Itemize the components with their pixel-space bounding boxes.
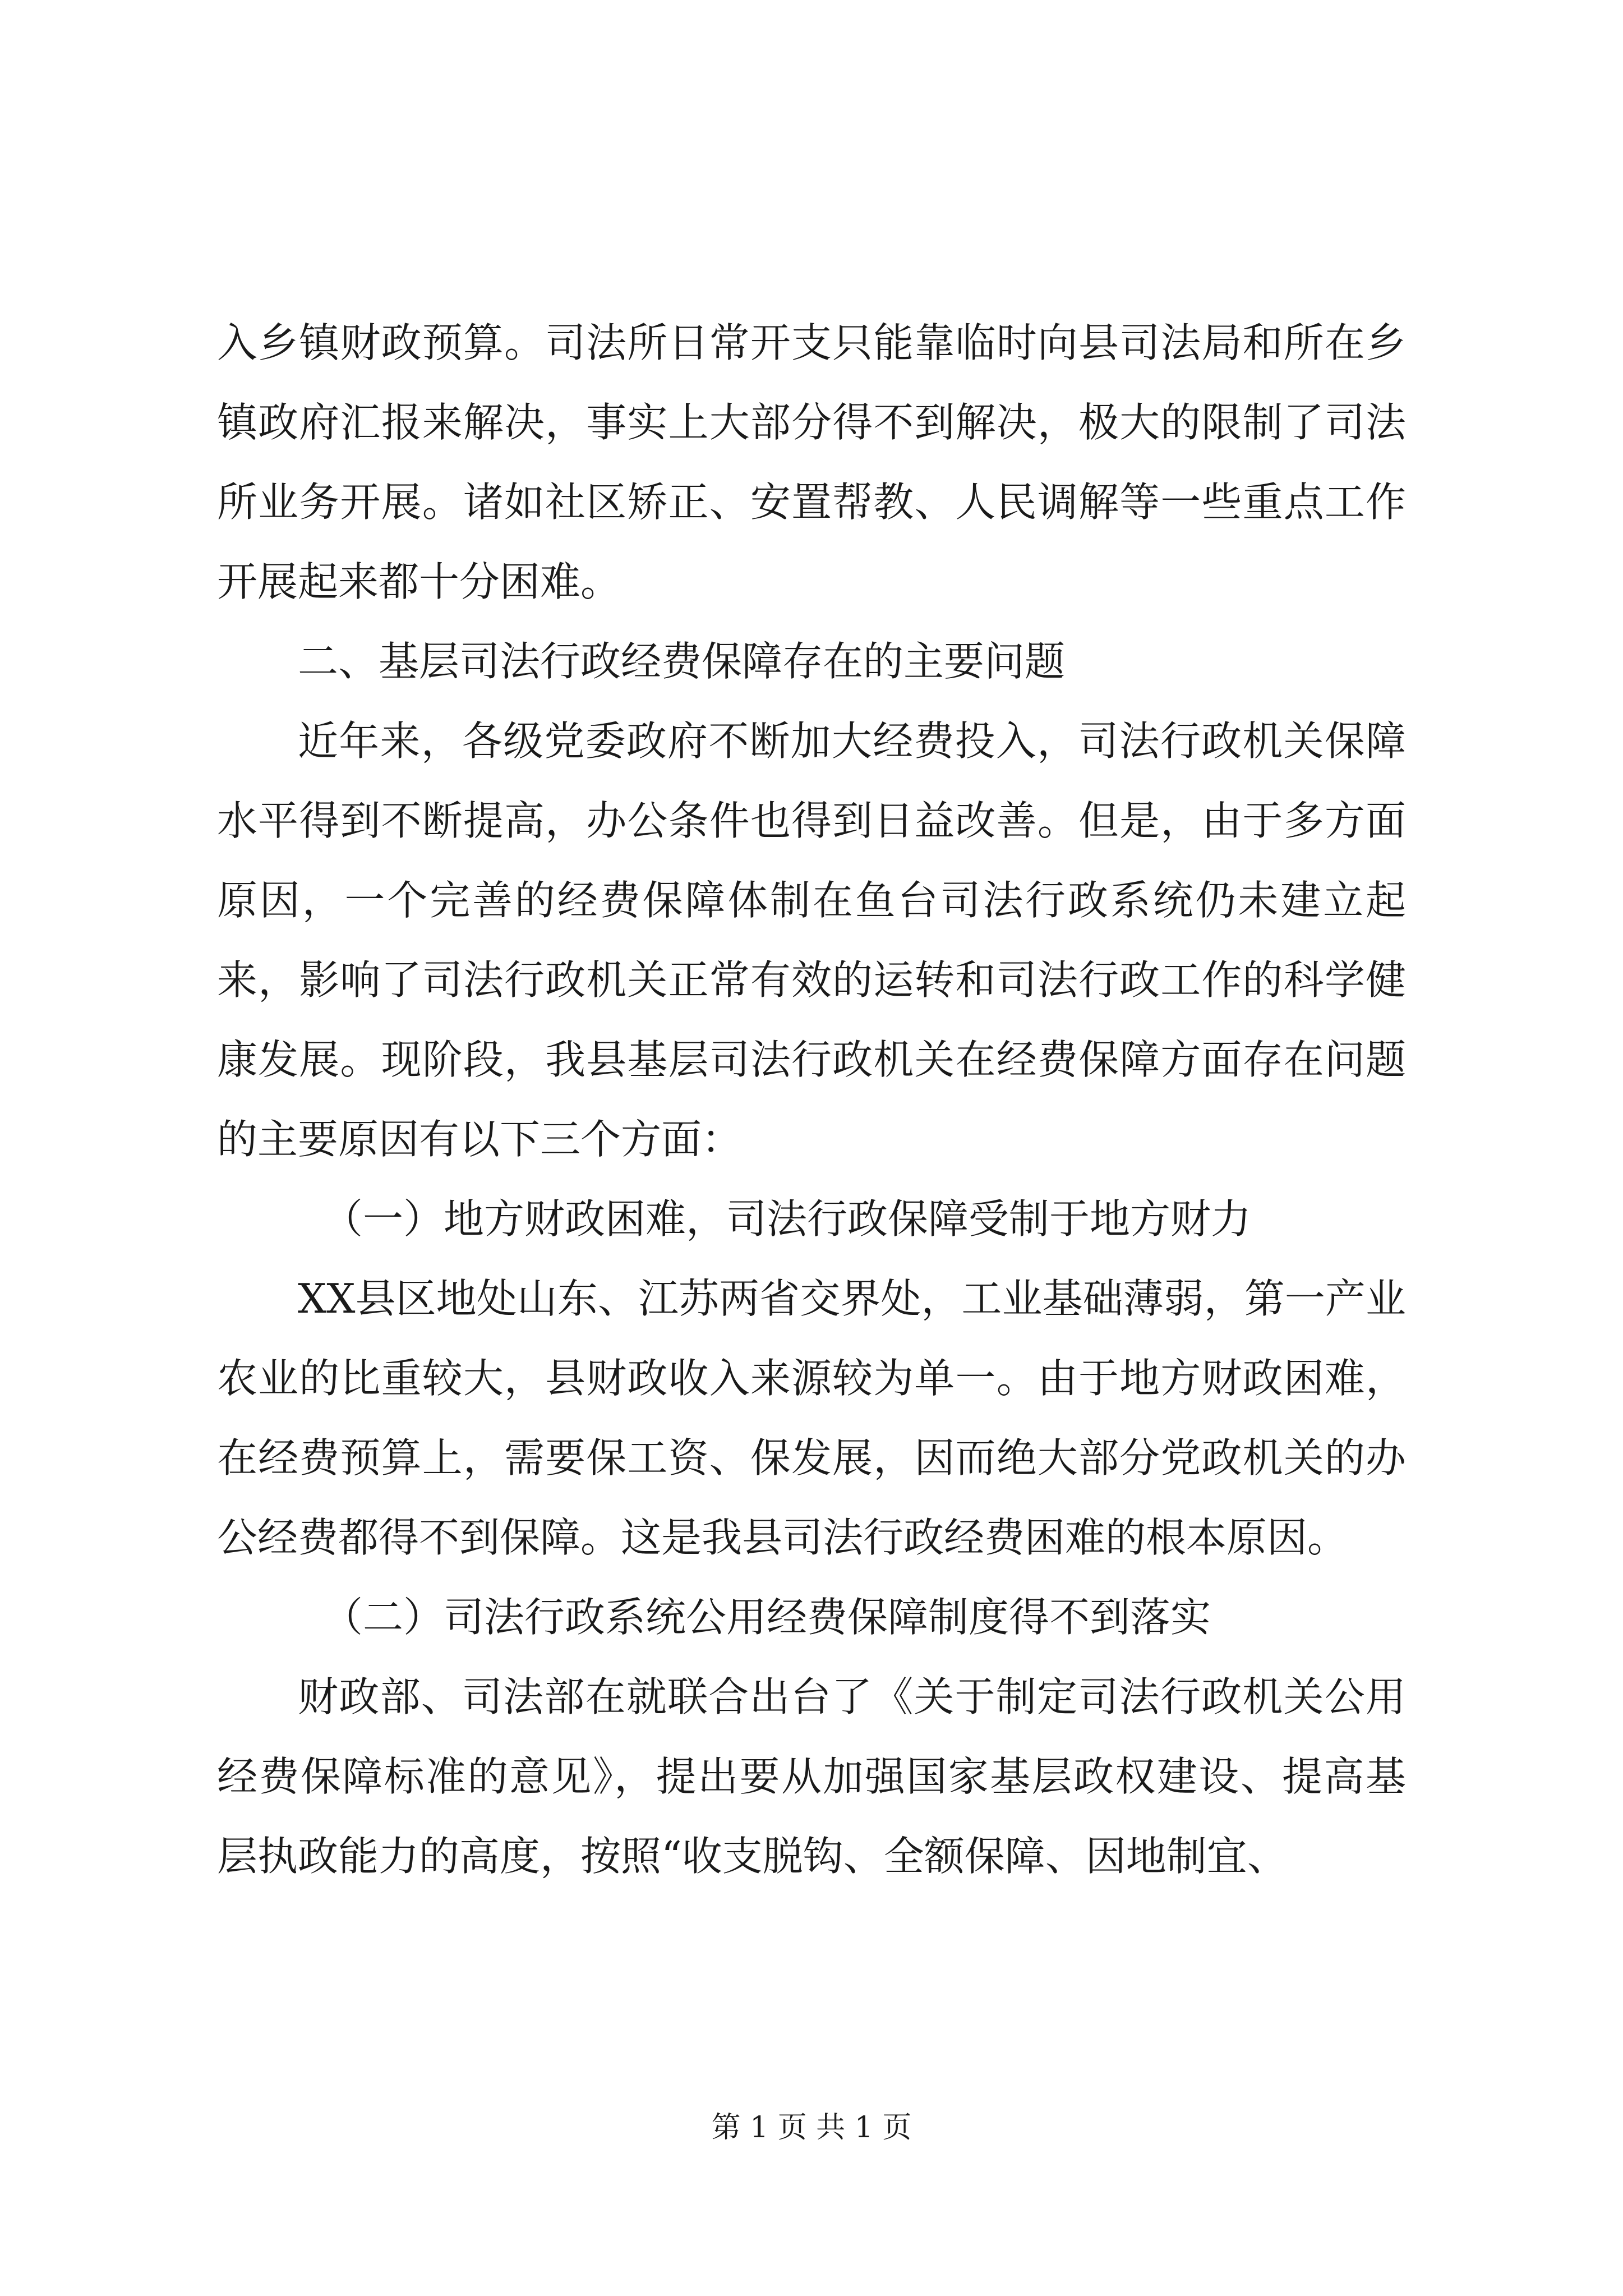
document-body bbox=[217, 303, 1406, 1896]
paragraph-body: XX县区地处山东、江苏两省交界处，工业基础薄弱，第一产业农业的比重较大，县财政收入来源较为单一。由于地方财政困难，在经费预算上，需要保工资、保发展，因而绝大部分党政机关的办公经费都得不到保障。这是我县司法行政经费困难的根本原因。 bbox=[217, 1275, 1406, 1561]
paragraph-continuation: 入乡镇财政预算。司法所日常开支只能靠临时向县司法局和所在乡镇政府汇报来解决，事实上大部分得不到解决，极大的限制了司法所业务开展。诸如社区矫正、安置帮教、人民调解等一些重点工作开展起来都十分困难。 bbox=[217, 319, 1406, 605]
subsection-heading: （一）地方财政困难，司法行政保障受制于地方财力 bbox=[322, 1195, 1252, 1243]
page-footer: 第 1 页 共 1 页 bbox=[711, 2111, 912, 2145]
section-heading: 二、基层司法行政经费保障存在的主要问题 bbox=[298, 638, 1066, 685]
paragraph-body: 近年来，各级党委政府不断加大经费投入，司法行政机关保障水平得到不断提高，办公条件也得到日益改善。但是，由于多方面原因，一个完善的经费保障体制在鱼台司法行政系统仍未建立起来，影响了司法行政机关正常有效的运转和司法行政工作的科学健康发展。现阶段，我县基层司法行政机关在经费保障方面存在问题的主要原因有以下三个方面： bbox=[217, 717, 1406, 1163]
paragraph-body: 财政部、司法部在就联合出台了《关于制定司法行政机关公用经费保障标准的意见》，提出要从加强国家基层政权建设、提高基层执政能力的高度，按照“收支脱钩、全额保障、因地制宜、 bbox=[217, 1673, 1406, 1880]
subsection-heading: （二）司法行政系统公用经费保障制度得不到落实 bbox=[322, 1594, 1211, 1641]
